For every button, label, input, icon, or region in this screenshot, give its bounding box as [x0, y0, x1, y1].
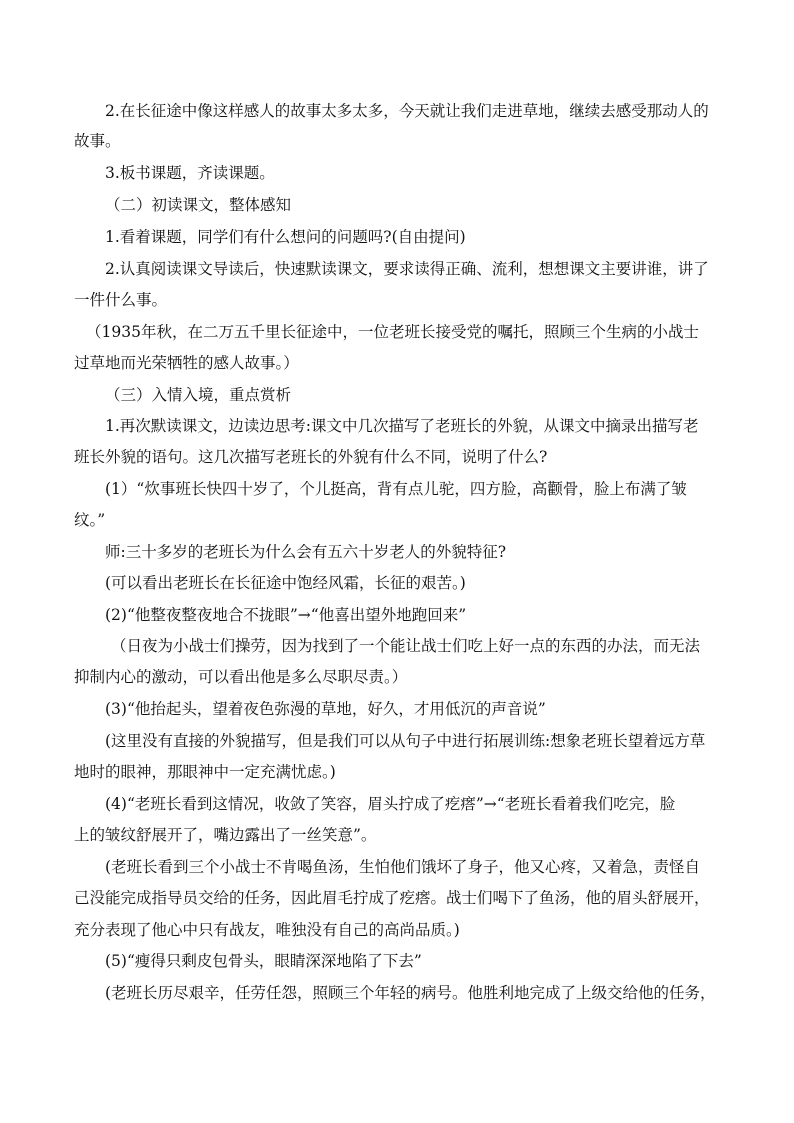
text-line: 纹。” — [74, 511, 106, 529]
text-line: 抑制内心的激动，可以看出他是多么尽职尽责。） — [74, 668, 408, 686]
text-line: 故事。 — [74, 132, 121, 150]
text-line: (老班长看到三个小战士不肯喝鱼汤，生怕他们饿坏了身子，他又心疼，又着急，责怪自 — [105, 858, 701, 876]
text-line: (可以看出老班长在长征途中饱经风霜，长征的艰苦。) — [105, 574, 466, 592]
section-heading: （三）入情入境，重点赏析 — [105, 386, 292, 404]
section-heading: （二）初读课文，整体感知 — [105, 196, 292, 214]
text-line: 过草地而光荣牺牲的感人故事。） — [74, 354, 299, 372]
text-line: 己没能完成指导员交给的任务，因此眉毛拧成了疙瘩。战士们喝下了鱼汤，他的眉头舒展开， — [74, 889, 710, 907]
text-line: (5)“瘦得只剩皮包骨头，眼睛深深地陷了下去” — [105, 952, 422, 970]
text-line: 2.在长征途中像这样感人的故事太多太多，今天就让我们走进草地，继续去感受那动人的 — [105, 102, 709, 120]
text-line: 充分表现了他心中只有战友，唯独没有自己的高尚品质。) — [74, 921, 460, 939]
text-line: 1.再次默读课文，边读边思考:课文中几次描写了老班长的外貌，从课文中摘录出描写老 — [105, 417, 699, 435]
text-line: (3)“他抬起头，望着夜色弥漫的草地，好久，才用低沉的声音说” — [105, 700, 546, 718]
text-line: 地时的眼神，那眼神中一定充满忧虑。) — [74, 763, 336, 781]
text-line: (1）“炊事班长快四十岁了，个儿挺高，背有点儿驼，四方脸，高颧骨，脸上布满了皱 — [105, 480, 687, 498]
text-line: 2.认真阅读课文导读后，快速默读课文，要求读得正确、流利，想想课文主要讲谁，讲了 — [105, 260, 709, 278]
text-line: (4)“老班长看到这情况，收敛了笑容，眉头拧成了疙瘩”→“老班长看着我们吃完，脸 — [105, 795, 676, 813]
text-line: 师:三十多岁的老班长为什么会有五六十岁老人的外貌特征? — [105, 543, 507, 561]
text-line: 1.看着课题，同学们有什么想问的问题吗?(自由提问) — [105, 228, 466, 246]
text-line: (2)“他整夜整夜地合不拢眼”→“他喜出望外地跑回来” — [105, 606, 467, 624]
text-line: （日夜为小战士们操劳，因为找到了一个能让战士们吃上好一点的东西的办法，而无法 — [111, 637, 701, 655]
text-line: (老班长历尽艰辛，任劳任怨，照顾三个年轻的病号。他胜利地完成了上级交给他的任务， — [105, 984, 716, 1002]
text-line: 3.板书课题，齐读课题。 — [105, 164, 275, 182]
text-line: （1935年秋，在二万五千里长征途中，一位老班长接受党的嘱托，照顾三个生病的小战士 — [86, 323, 699, 341]
text-line: 上的皱纹舒展开了，嘴边露出了一丝笑意”。 — [74, 826, 377, 844]
text-line: 班长外貌的语句。这几次描写老班长的外貌有什么不同，说明了什么? — [74, 448, 548, 466]
text-line: (这里没有直接的外貌描写，但是我们可以从句子中进行拓展训练:想象老班长望着远方草 — [105, 732, 706, 750]
text-line: 一件什么事。 — [74, 291, 168, 309]
